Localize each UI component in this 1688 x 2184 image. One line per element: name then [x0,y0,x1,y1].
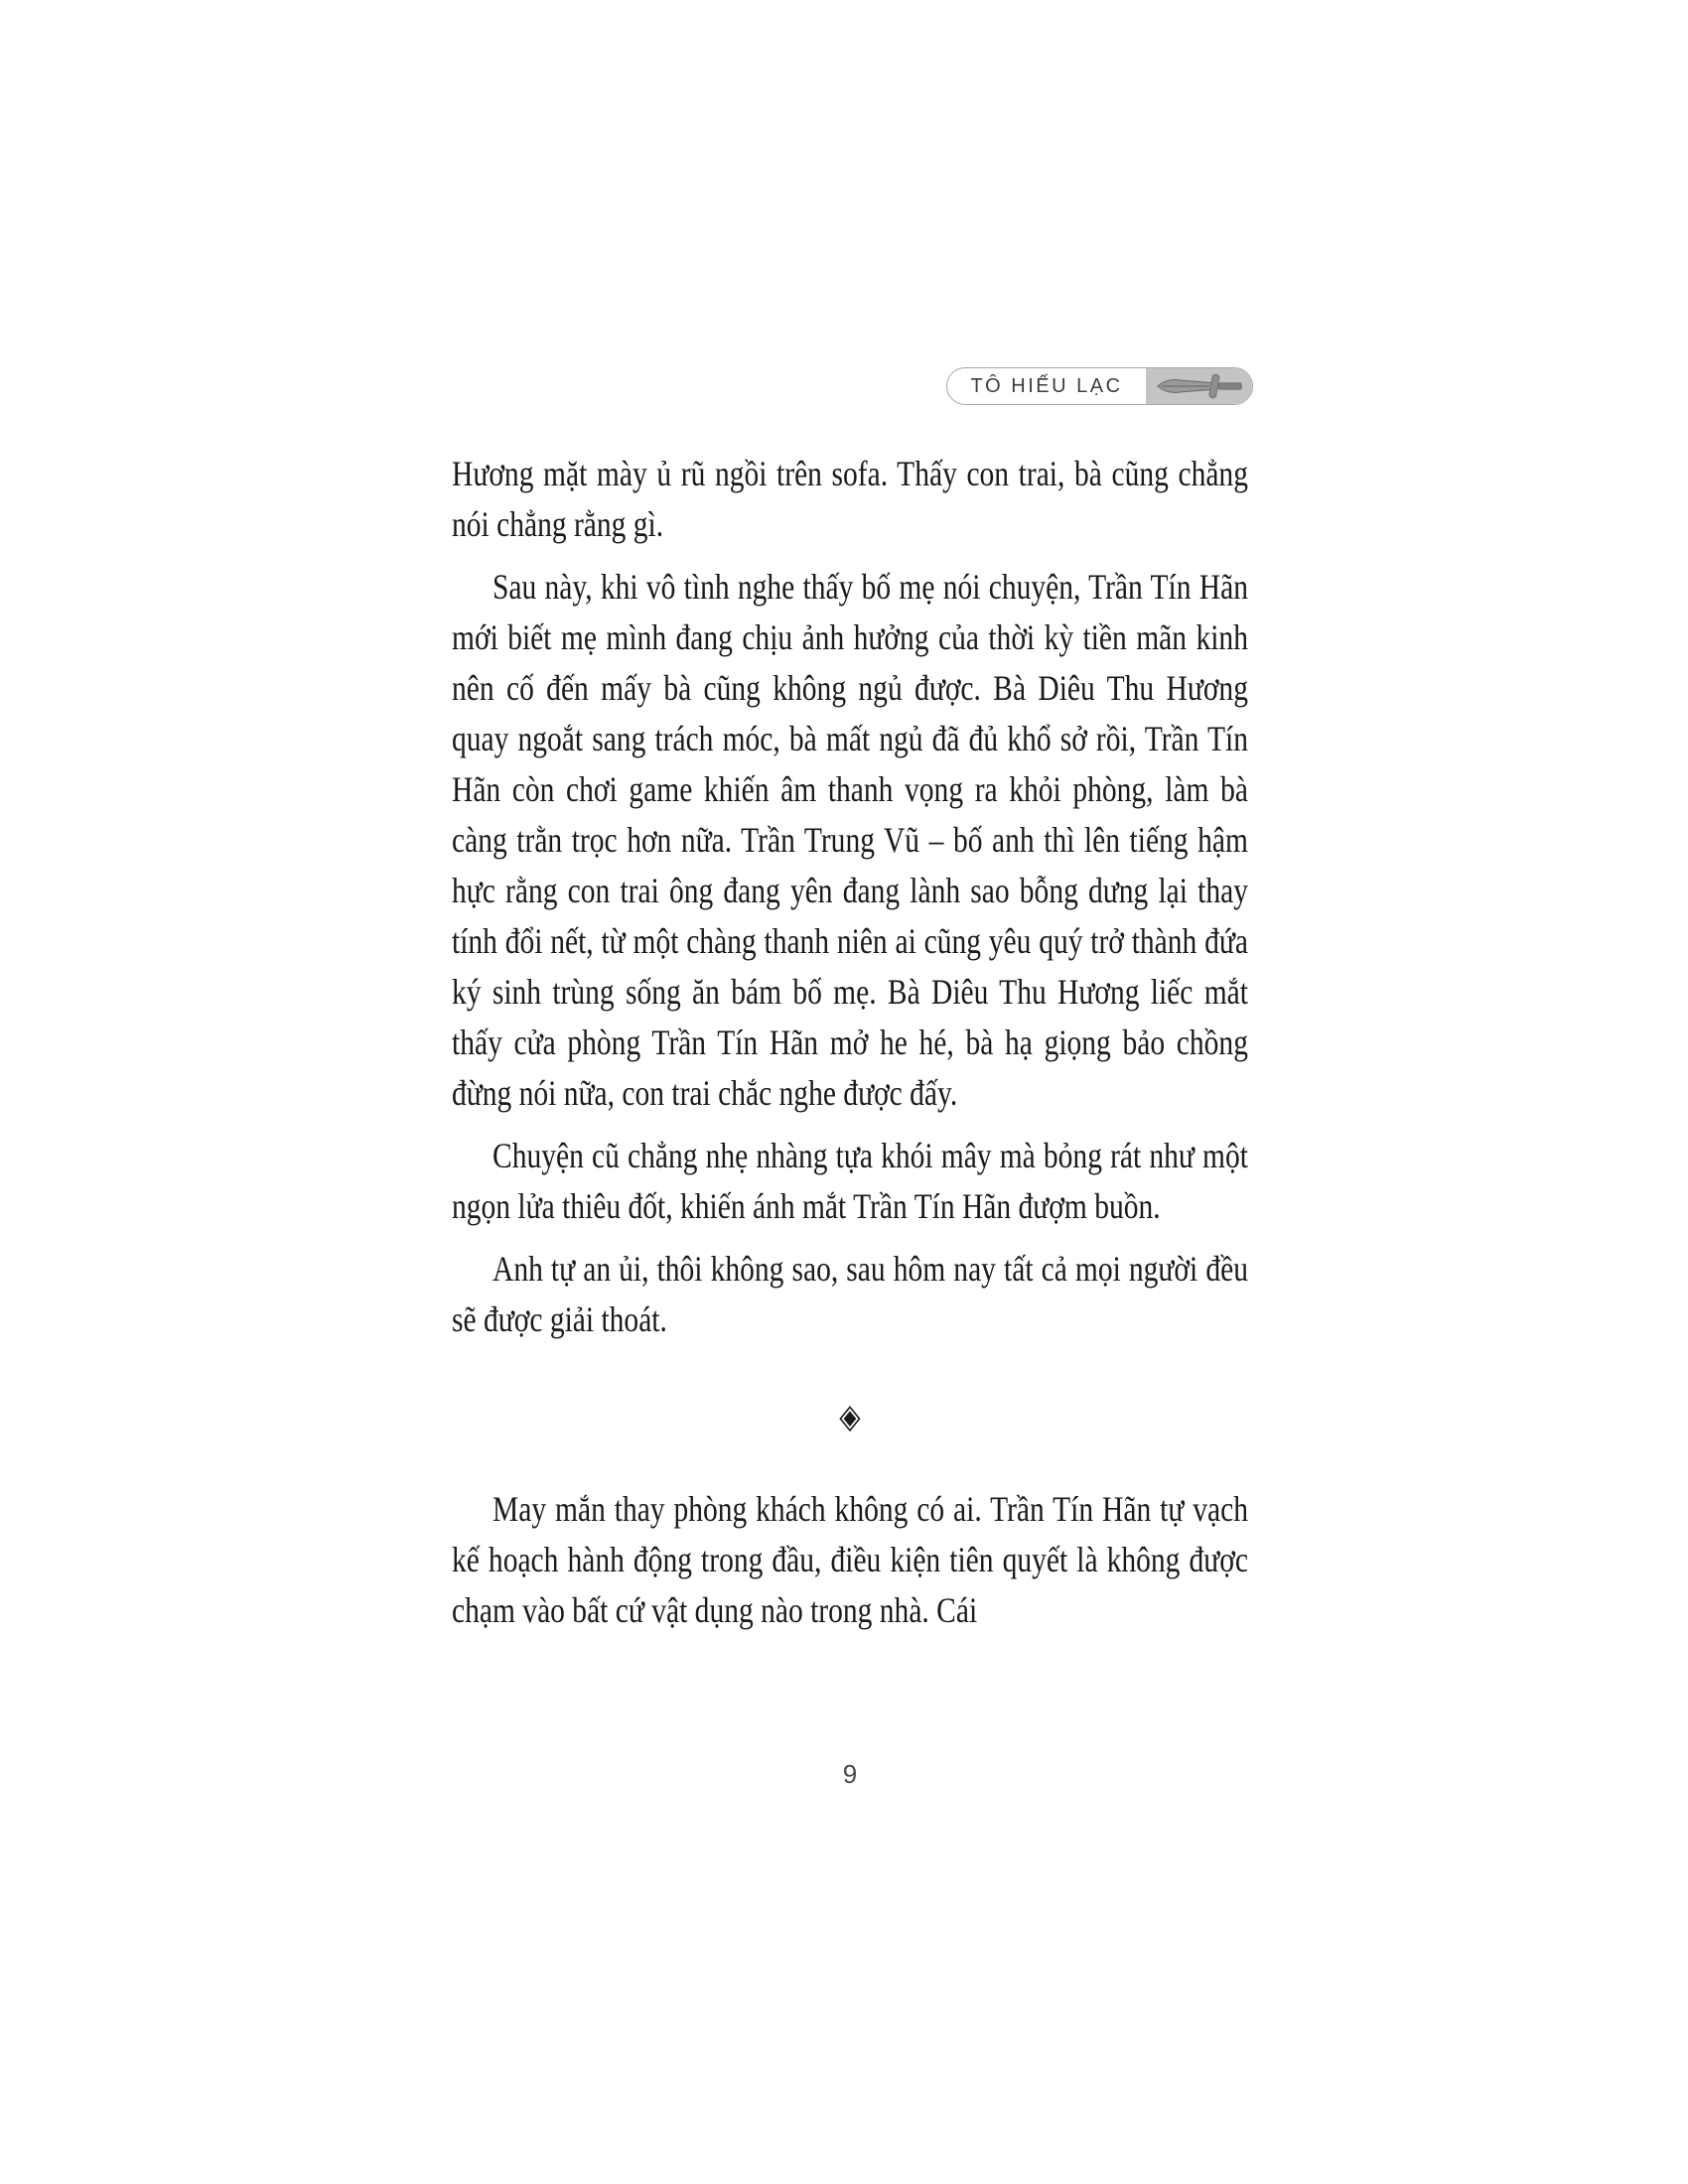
running-header-title: TÔ HIẾU LẠC [970,374,1123,397]
running-header [946,367,1253,405]
text-paragraph: Anh tự an ủi, thôi không sao, sau hôm nay tất cả mọi người đều sẽ được giải thoát. [452,1249,1248,1339]
text-paragraph: May mắn thay phòng khách không có ai. Trần Tín Hãn tự vạch kế hoạch hành động trong đầu, điều kiện tiên quyết là không được chạm vào bất cứ vật dụng nào trong nhà. Cái [452,1489,1248,1630]
diamond-ornament-icon: ◈ [839,1397,861,1436]
body-text [452,449,1248,1648]
text-paragraph: Sau này, khi vô tình nghe thấy bố mẹ nói chuyện, Trần Tín Hãn mới biết mẹ mình đang chịu ảnh hưởng của thời kỳ tiền mãn kinh nên cố đến mấy bà cũng không ngủ được. Bà Diêu Thu Hương quay ngoắt sang trách móc, bà mất ngủ đã đủ khổ sở rồi, Trần Tín Hãn còn chơi game khiến âm thanh vọng ra khỏi phòng, làm bà càng trằn trọc hơn nữa. Trần Trung Vũ – bố anh thì lên tiếng hậm hực rằng con trai ông đang yên đang lành sao bỗng dưng lại thay tính đổi nết, từ một chàng thanh niên ai cũng yêu quý trở thành đứa ký sinh trùng sống ăn bám bố mẹ. Bà Diêu Thu Hương liếc mắt thấy cửa phòng Trần Tín Hãn mở he hé, bà hạ giọng bảo chồng đừng nói nữa, con trai chắc nghe được đấy. [452,567,1248,1113]
page-number: 9 [842,1759,858,1789]
running-header-badge [1146,368,1252,404]
sword-icon [1156,371,1243,401]
text-paragraph: Hương mặt mày ủ rũ ngồi trên sofa. Thấy con trai, bà cũng chẳng nói chẳng rằng gì. [452,454,1248,544]
text-paragraph: Chuyện cũ chẳng nhẹ nhàng tựa khói mây mà bỏng rát như một ngọn lửa thiêu đốt, khiến ánh mắt Trần Tín Hãn đượm buồn. [452,1136,1248,1226]
